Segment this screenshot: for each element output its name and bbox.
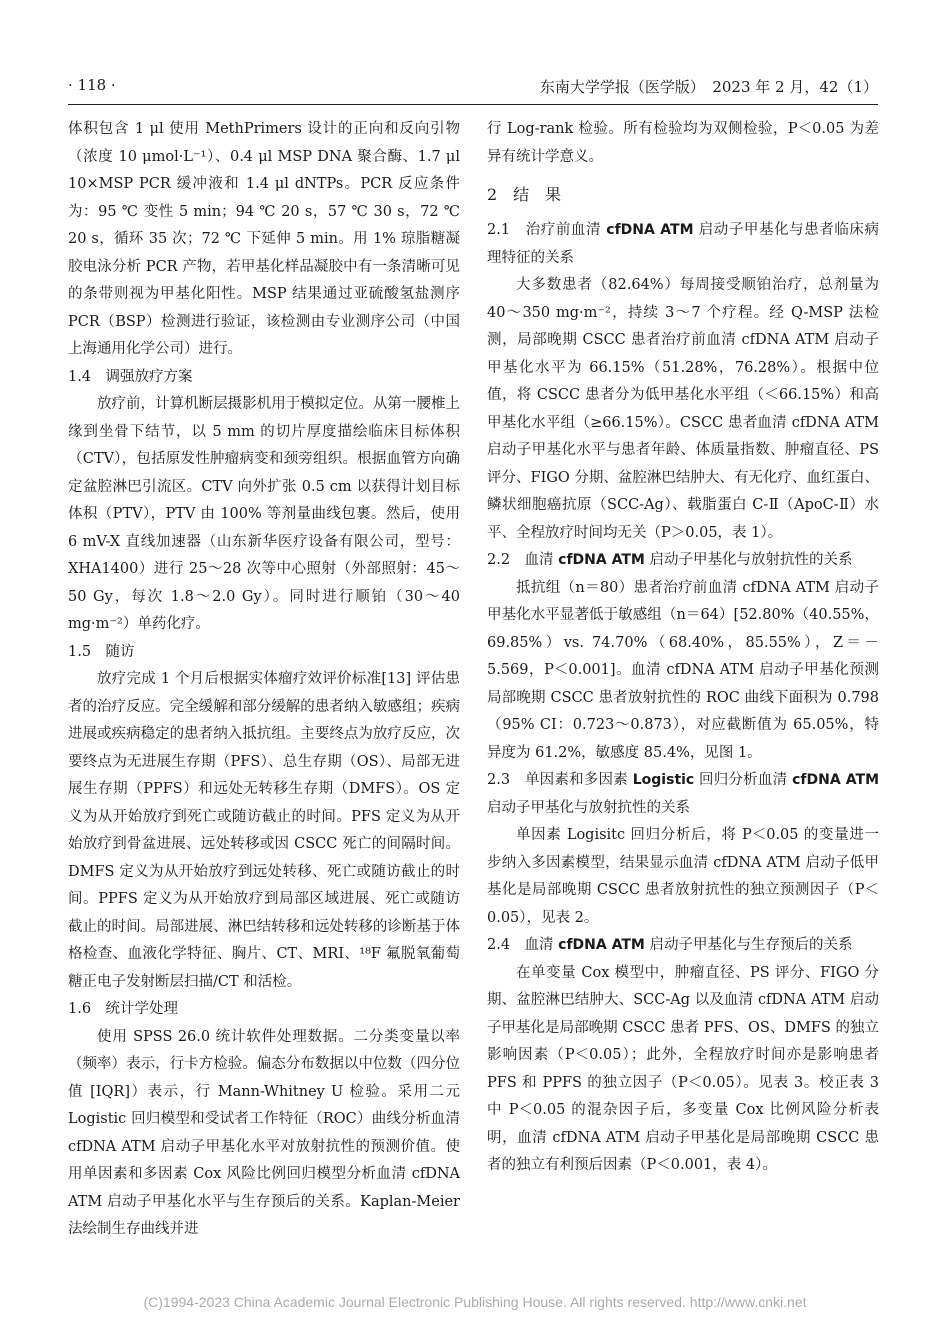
heading-bold: Logistic	[632, 772, 695, 788]
heading-text: 启动子甲基化与放射抗性的关系	[487, 799, 690, 816]
heading-text: 2.3 单因素和多因素	[487, 772, 633, 788]
heading-text: 2.2 血清	[487, 552, 559, 568]
section-heading: 1.5 随访	[68, 643, 135, 660]
heading-bold: cfDNA ATM	[558, 937, 645, 953]
heading-bold: cfDNA ATM	[792, 772, 879, 788]
paragraph: 放疗完成 1 个月后根据实体瘤疗效评价标准[13] 评估患者的治疗反应。完全缓解和部分缓解的患者纳入敏感组；疾病进展或疾病稳定的患者纳入抵抗组。主要终点为放疗反应，次要终点为无进展生存期（PFS）、总生存期（OS）、局部无进展生存期（PPFS）和远处无转移生存期（DMFS）。OS 定义为从开始放疗到死亡或随访截止的时间。PFS 定义为从开始放疗到骨盆进展、远处转移或因 CSCC 死亡的间隔时间。DMFS 定义为从开始放疗到远处转移、死亡或随访截止的时间。PPFS 定义为从开始放疗到局部区域进展、死亡或随访截止的时间。局部进展、淋巴结转移和远处转移的诊断基于体格检查、血液化学特征、胸片、CT、MRI、¹⁸F 氟脱氧葡萄糖正电子发射断层扫描/CT 和活检。	[68, 671, 460, 990]
right-column	[487, 116, 879, 1180]
paragraph: 大多数患者（82.64%）每周接受顺铂治疗，总剂量为 40～350 mg·m⁻²，持续 3～7 个疗程。经 Q-MSP 法检测，局部晚期 CSCC 患者治疗前血清 cfDNA ATM 启动子甲基化水平为 66.15%（51.28%，76.28%）。根据中位值，将 CSCC 患者分为低甲基化水平组（＜66.15%）和高甲基化水平组（≥66.15%）。CSCC 患者血清 cfDNA ATM 启动子甲基化水平与患者年龄、体质量指数、肿瘤直径、PS 评分、FIGO 分期、盆腔淋巴结肿大、有无化疗、血红蛋白、鳞状细胞癌抗原（SCC-Ag）、载脂蛋白 C-Ⅱ（ApoC-Ⅱ）水平、全程放疗时间均无关（P＞0.05，表 1）。	[487, 277, 879, 541]
journal-title: 东南大学学报（医学版） 2023 年 2 月，42（1）	[539, 78, 878, 96]
section-heading: 1.6 统计学处理	[68, 1001, 179, 1017]
subsection-heading	[487, 217, 879, 272]
paragraph: 体积包含 1 μl 使用 MethPrimers 设计的正向和反向引物（浓度 10 μmol·L⁻¹）、0.4 μl MSP DNA 聚合酶、1.7 μl 10×MSP PCR 缓冲液和 1.4 μl dNTPs。PCR 反应条件为：95 ℃ 变性 5 min；94 ℃ 20 s，57 ℃ 30 s，72 ℃ 20 s，循环 35 次；72 ℃ 下延伸 5 min。用 1% 琼脂糖凝胶电泳分析 PCR 产物，若甲基化样品凝胶中有一条清晰可见的条带则视为甲基化阳性。MSP 结果通过亚硫酸氢盐测序 PCR（BSP）检测进行验证，该检测由专业测序公司（中国上海通用化学公司）进行。	[68, 121, 460, 357]
heading-text: 回归分析血清	[694, 772, 793, 788]
page-header	[68, 68, 878, 105]
heading-text: 启动子甲基化与生存预后的关系	[644, 937, 853, 953]
left-column	[68, 116, 460, 1244]
paragraph: 放疗前，计算机断层摄影机用于模拟定位。从第一腰椎上缘到坐骨下结节，以 5 mm 的切片厚度描绘临床目标体积（CTV），包括原发性肿瘤病变和颈旁组织。根据血管方向确定盆腔淋巴引流区。CTV 向外扩张 0.5 cm 以获得计划目标体积（PTV），PTV 由 100% 等剂量曲线包裹。然后，使用 6 mV-X 直线加速器（山东新华医疗设备有限公司，型号：XHA1400）进行 25～28 次等中心照射（外部照射：45～50 Gy，每次 1.8～2.0 Gy）。同时进行顺铂（30～40 mg·m⁻²）单药化疗。	[68, 396, 460, 632]
paragraph: 行 Log-rank 检验。所有检验均为双侧检验，P＜0.05 为差异有统计学意义。	[487, 121, 879, 165]
page-number: · 118 ·	[68, 76, 116, 94]
heading-text: 启动子甲基化与放射抗性的关系	[644, 552, 853, 568]
heading-text: 2.1 治疗前血清	[487, 222, 607, 238]
copyright-footer: (C)1994-2023 China Academic Journal Electronic Publishing House. All rights reserved. http://www.cnki.net	[143, 1294, 807, 1310]
paragraph: 在单变量 Cox 模型中，肿瘤直径、PS 评分、FIGO 分期、盆腔淋巴结肿大、SCC-Ag 以及血清 cfDNA ATM 启动子甲基化是局部晚期 CSCC 患者 PFS、OS、DMFS 的独立影响因素（P＜0.05）；此外，全程放疗时间亦是影响患者 PFS 和 PPFS 的独立因子（P＜0.05）。见表 3。校正表 3 中 P＜0.05 的混杂因子后，多变量 Cox 比例风险分析表明，血清 cfDNA ATM 启动子甲基化是局部晚期 CSCC 患者的独立有利预后因素（P＜0.001，表 4）。	[487, 964, 879, 1173]
section-heading-results: 2 结 果	[487, 185, 562, 204]
heading-text: 启动子甲基化与患者临床病理特征的关系	[487, 222, 880, 266]
heading-text: 2.4 血清	[487, 937, 559, 953]
paragraph: 单因素 Logisitc 回归分析后，将 P＜0.05 的变量进一步纳入多因素模型，结果显示血清 cfDNA ATM 启动子低甲基化是局部晚期 CSCC 患者放射抗性的独立预测因子（P＜0.05），见表 2。	[487, 827, 879, 926]
section-heading: 1.4 调强放疗方案	[68, 368, 193, 385]
subsection-heading	[487, 767, 879, 822]
heading-bold: cfDNA ATM	[606, 222, 694, 238]
subsection-heading	[487, 547, 879, 575]
paragraph: 使用 SPSS 26.0 统计软件处理数据。二分类变量以率（频率）表示，行卡方检验。偏态分布数据以中位数（四分位值 [IQR]）表示，行 Mann-Whitney U 检验。采用二元 Logistic 回归模型和受试者工作特征（ROC）曲线分析血清 cfDNA ATM 启动子甲基化水平对放射抗性的预测价值。使用单因素和多因素 Cox 风险比例回归模型分析血清 cfDNA ATM 启动子甲基化水平与生存预后的关系。Kaplan-Meier 法绘制生存曲线并进	[68, 1028, 460, 1237]
heading-bold: cfDNA ATM	[558, 552, 645, 568]
subsection-heading	[487, 932, 879, 960]
paragraph: 抵抗组（n＝80）患者治疗前血清 cfDNA ATM 启动子甲基化水平显著低于敏感组（n＝64）[52.80%（40.55%，69.85%）vs. 74.70%（68.40%，85.55%），Z＝－5.569，P＜0.001]。血清 cfDNA ATM 启动子甲基化预测局部晚期 CSCC 患者放射抗性的 ROC 曲线下面积为 0.798（95% CI：0.723～0.873），对应截断值为 65.05%，特异度为 61.2%，敏感度 85.4%，见图 1。	[487, 579, 879, 761]
